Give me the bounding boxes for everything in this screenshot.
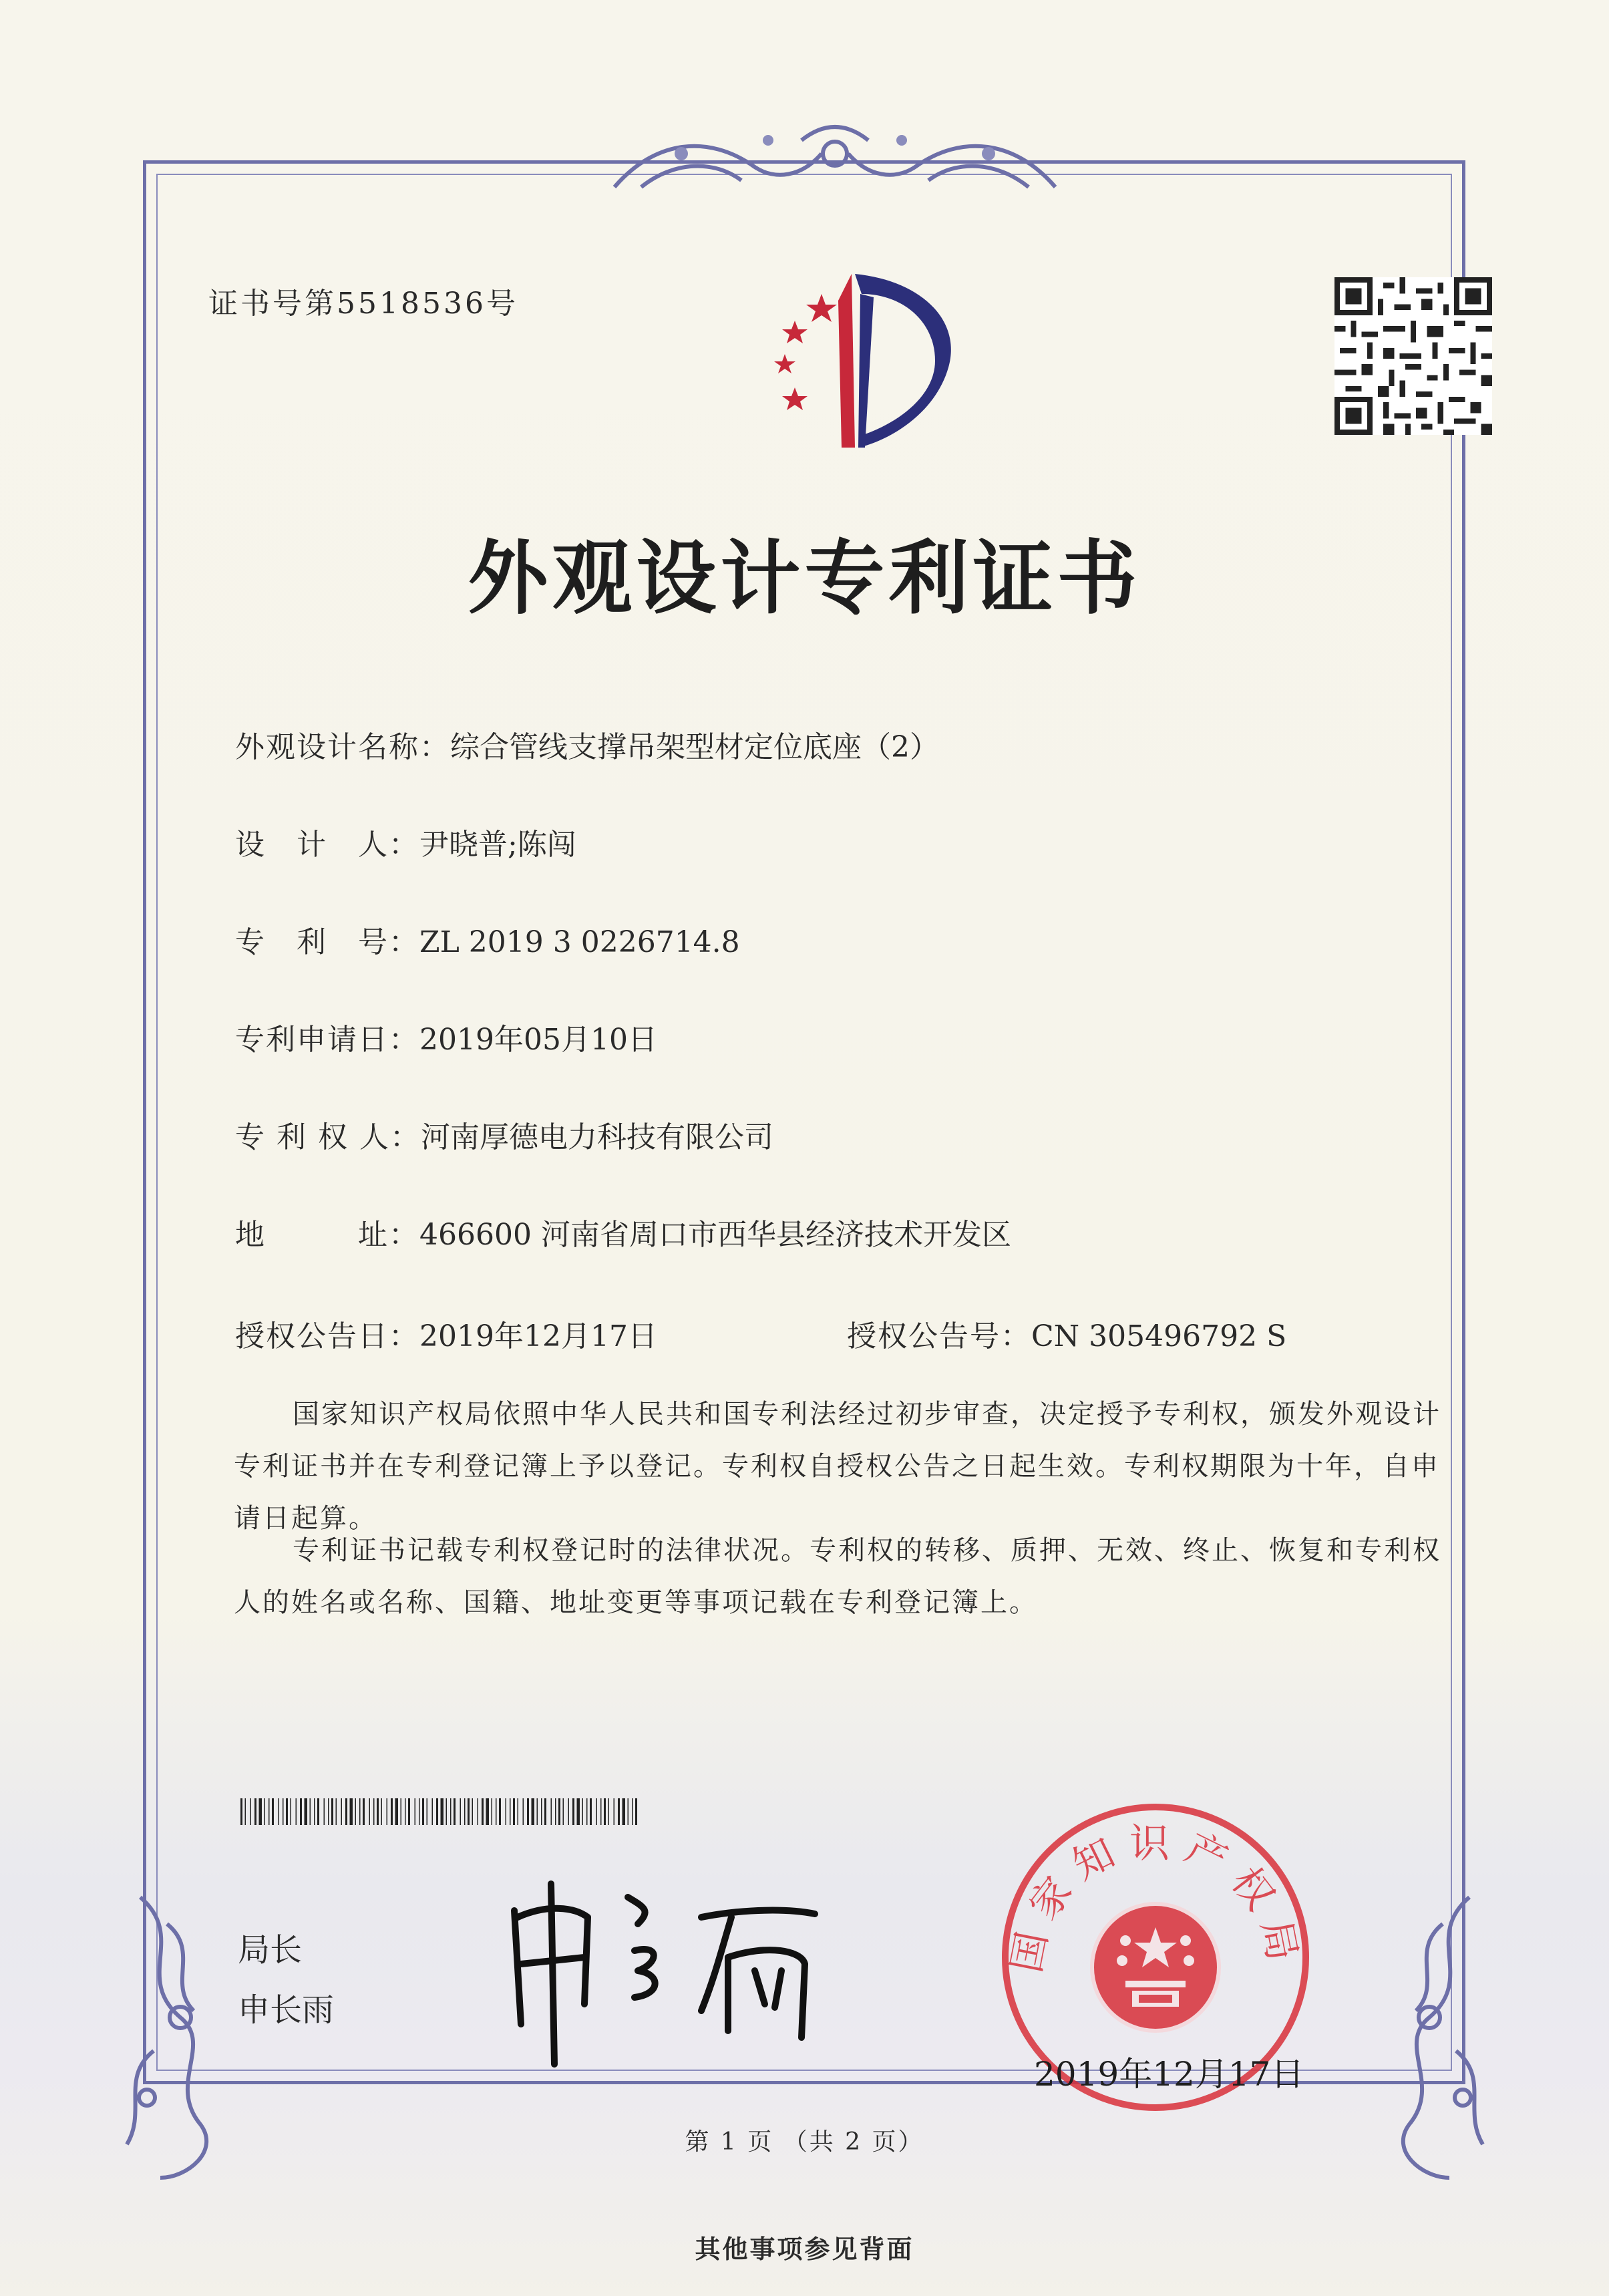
body-paragraph-2: 专利证书记载专利权登记时的法律状况。专利权的转移、质押、无效、终止、恢复和专利权人的姓名或名称、国籍、地址变更等事项记载在专利登记簿上。 [234,1535,1441,1618]
field-grant-date [235,1312,657,1355]
field-grant-number [847,1312,1286,1355]
field-label: 专 利 号： [235,925,419,959]
barcode [240,1798,647,1825]
field-label: 设 计 人： [235,828,419,862]
field-address [235,1210,1011,1253]
field-value: 466600 河南省周口市西华县经济技术开发区 [419,1218,1011,1252]
national-emblem-icon [1092,1904,1219,2031]
qr-code [1334,277,1492,435]
field-patent-number [235,918,740,961]
footer-note: 其他事项参见背面 [695,2234,914,2264]
field-design-name [235,723,939,766]
field-patentee [235,1113,773,1156]
seal-text: 国家知识产权局 [1003,1820,1308,1977]
seal-date: 2019年12月17日 [1034,2055,1304,2094]
body-paragraph-1: 国家知识产权局依照中华人民共和国专利法经过初步审查，决定授予专利权，颁发外观设计专利证书并在专利登记簿上予以登记。专利权自授权公告之日起生效。专利权期限为十年，自申请日起算。 [234,1399,1441,1534]
director-name: 申长雨 [238,1991,335,2029]
director-title: 局长 [238,1931,303,1969]
field-value: 2019年05月10日 [419,1023,657,1057]
field-value: 尹晓普;陈闯 [419,828,576,862]
field-value: CN 305496792 S [1031,1319,1287,1353]
certificate-title: 外观设计专利证书 [468,532,1141,625]
director-signature [501,1870,862,2071]
field-label: 外观设计名称： [235,730,450,764]
page-indicator: 第 1 页 （共 2 页） [685,2128,924,2156]
field-designer [235,820,576,863]
field-value: 河南厚德电力科技有限公司 [420,1120,773,1154]
field-value: 2019年12月17日 [419,1319,657,1353]
field-value: ZL 2019 3 0226714.8 [419,925,740,959]
field-label: 地 址： [235,1218,419,1252]
field-label: 专 利 权 人： [235,1120,421,1154]
field-filing-date [235,1015,657,1058]
certificate-number: 证书号第5518536号 [208,287,518,321]
field-value: 综合管线支撑吊架型材定位底座（2） [450,730,939,764]
field-label: 专利申请日： [235,1023,419,1057]
field-label: 授权公告号： [847,1319,1031,1353]
cnipa-emblem-icon [721,267,975,468]
top-ornament [601,114,1069,200]
field-label: 授权公告日： [235,1319,419,1353]
